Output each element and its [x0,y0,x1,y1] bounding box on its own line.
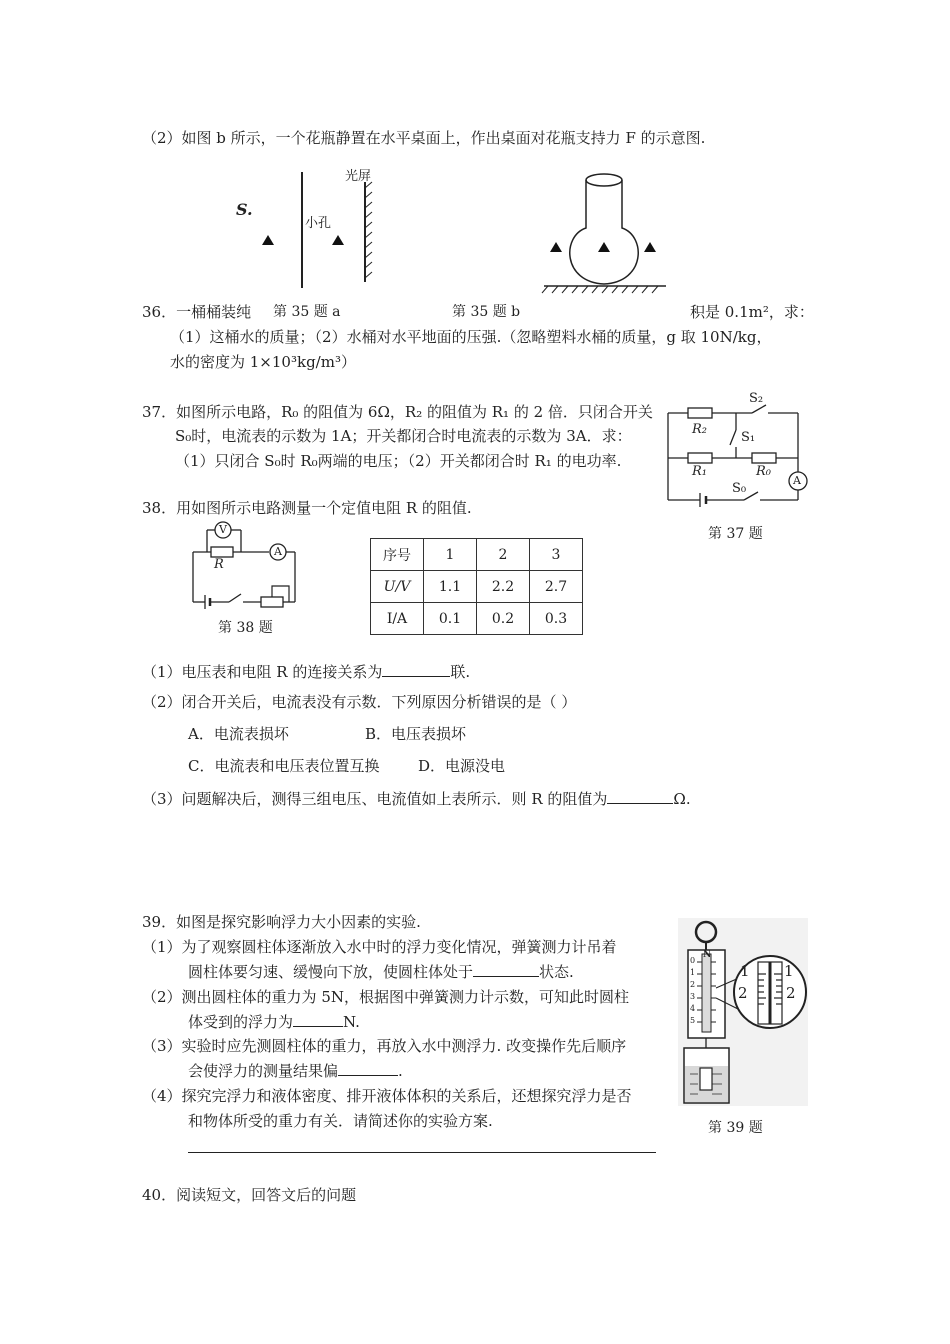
label-ammeter-37: A [793,474,801,487]
answer-blank[interactable] [382,661,450,677]
placeholder-triangle [332,235,344,245]
placeholder-triangle [644,242,656,252]
light-source-label: S. [236,200,253,219]
answer-blank[interactable] [293,1011,343,1027]
q39-p4-line1: （4）探究完浮力和液体密度、排开液体体积的关系后，还想探究浮力是否 [142,1087,632,1105]
table-row [371,571,583,603]
q39-p1-line1: （1）为了观察圆柱体逐渐放入水中时的浮力变化情况，弹簧测力计吊着 [142,938,617,956]
label-resistor: R [214,557,224,572]
scale-mark: 2 [690,980,696,989]
q39-p2-line2-end: N. [343,1013,360,1031]
caption-39: 第 39 题 [708,1120,763,1136]
q38-intro: 38．用如图所示电路测量一个定值电阻 R 的阻值. [142,499,472,517]
q39-p3-line1: （3）实验时应先测圆柱体的重力，再放入水中测浮力. 改变操作先后顺序 [142,1037,627,1055]
placeholder-triangle [550,242,562,252]
caption-35a: 第 35 题 a [273,304,341,320]
q38-part3-start: （3）问题解决后，测得三组电压、电流值如上表所示．则 R 的阻值为 [142,790,608,808]
q38-part3 [142,788,691,809]
data-table [370,538,583,635]
scale-mark: 4 [690,1004,696,1013]
caption-38: 第 38 题 [218,620,273,636]
table-cell: 0.1 [424,603,477,635]
q40-intro: 40．阅读短文，回答文后的问题 [142,1186,357,1204]
table-cell: U/V [371,571,424,603]
q39-intro: 39．如图是探究影响浮力大小因素的实验. [142,913,421,931]
table-cell: I/A [371,603,424,635]
option-c: C．电流表和电压表位置互换 [188,757,380,775]
screen-label: 光屏 [345,169,372,184]
resistor-r [211,547,233,557]
q39-p1-line2 [188,961,574,982]
table-cell: 2.2 [477,571,530,603]
scale-mark: 1 [690,968,696,977]
label-r1: R₁ [692,464,707,479]
zoom-mark-right-1: 1 [784,962,794,980]
q37-line3: （1）只闭合 S₀时 R₀两端的电压；（2）开关都闭合时 R₁ 的电功率. [175,452,622,470]
scale-mark: 0 [690,956,696,965]
q39-p1-line2-end: 状态. [539,963,574,981]
scale-unit: N [703,950,712,960]
label-s2: S₂ [749,391,764,406]
q36-line1-start: 36．一桶桶装纯 [142,303,252,321]
rheostat [261,597,283,607]
q39-p4-line2: 和物体所受的重力有关．请简述你的实验方案. [188,1112,493,1130]
q39-p2-line2-start: 体受到的浮力为 [188,1013,294,1031]
figure-39 [678,918,808,1108]
table-cell: 0.2 [477,603,530,635]
answer-blank[interactable] [607,788,673,804]
zoom-mark-left-2: 2 [738,984,748,1002]
q36-line3: 水的密度为 1×10³kg/m³） [170,353,356,371]
q36-line1-end: 积是 0.1m²，求： [690,303,814,321]
q39-p3-line2-start: 会使浮力的测量结果偏 [188,1062,339,1080]
answer-blank[interactable] [473,961,539,977]
zoom-mark-right-2: 2 [786,984,796,1002]
caption-37: 第 37 题 [708,526,763,542]
option-a: A．电流表损坏 [188,725,289,743]
q39-p3-line2 [188,1060,403,1081]
figure-38-circuit [185,518,305,608]
table-cell: 2 [477,539,530,571]
table-cell: 序号 [371,539,424,571]
placeholder-triangle [598,242,610,252]
table-row [371,539,583,571]
resistor-r2 [688,408,712,418]
table-cell: 1 [424,539,477,571]
q38-part1-start: （1）电压表和电阻 R 的连接关系为 [142,663,383,681]
caption-35b: 第 35 题 b [452,304,521,320]
q38-part1-end: 联. [450,663,471,681]
label-r0: R₀ [756,464,771,479]
option-d: D．电源没电 [418,757,506,775]
placeholder-triangle [262,235,274,245]
scale-mark: 3 [690,992,696,1001]
label-r2: R₂ [692,422,707,437]
label-ammeter-38: A [274,545,282,558]
q37-line2: S₀时，电流表的示数为 1A；开关都闭合时电流表的示数为 3A．求： [175,427,632,445]
table-row [371,603,583,635]
q37-line1: 37．如图所示电路，R₀ 的阻值为 6Ω，R₂ 的阻值为 R₁ 的 2 倍．只闭合开关 [142,403,653,421]
q39-p2-line1: （2）测出圆柱体的重力为 5N，根据图中弹簧测力计示数，可知此时圆柱 [142,988,629,1006]
answer-line[interactable] [188,1152,656,1153]
q38-part2: （2）闭合开关后，电流表没有示数．下列原因分析错误的是（ ） [142,693,577,711]
label-s1: S₁ [741,430,756,445]
q39-p2-line2 [188,1011,360,1032]
answer-blank[interactable] [338,1060,398,1076]
table-cell: 2.7 [530,571,583,603]
figure-35b [540,170,670,295]
label-s0: S₀ [732,481,747,496]
q38-part1 [142,661,470,682]
table-cell: 3 [530,539,583,571]
q39-p3-line2-end: . [398,1062,403,1080]
q36-line2: （1）这桶水的质量；（2）水桶对水平地面的压强.（忽略塑料水桶的质量，g 取 10N/kg， [170,328,772,346]
q39-p1-line2-start: 圆柱体要匀速、缓慢向下放，使圆柱体处于 [188,963,474,981]
table-cell: 0.3 [530,603,583,635]
resistor-r0 [752,453,776,463]
q35-part2-text: （2）如图 b 所示，一个花瓶静置在水平桌面上，作出桌面对花瓶支持力 F 的示意图. [142,129,706,147]
scale-mark: 5 [690,1016,696,1025]
pinhole-label: 小孔 [305,216,332,231]
table-cell: 1.1 [424,571,477,603]
zoom-mark-left-1: 1 [740,962,750,980]
label-voltmeter: V [219,523,227,536]
resistor-r1 [688,453,712,463]
q38-part3-end: Ω. [673,790,691,808]
option-b: B．电压表损坏 [365,725,467,743]
